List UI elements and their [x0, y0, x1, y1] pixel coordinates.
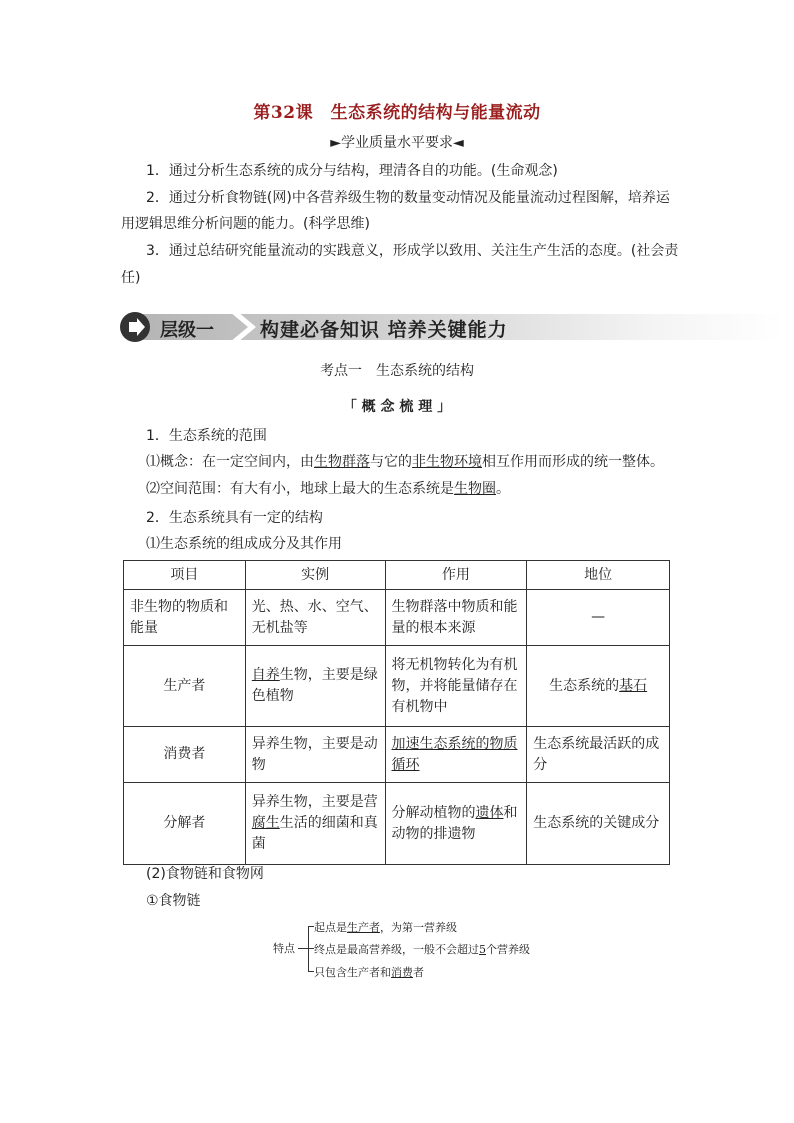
concept-text-a: ⑴概念：在一定空间内，由 [146, 454, 314, 470]
term-cornerstone: 基石 [619, 677, 648, 694]
feature-1-c: ，为第一营养级 [380, 921, 457, 934]
term-saprophytic: 腐生 [251, 815, 280, 831]
food-chain-label: 特点 [273, 942, 295, 955]
concept-line [146, 451, 664, 473]
concept-term-environment: 非生物环境 [412, 454, 482, 470]
item-2: 2．生态系统具有一定的结构 [146, 510, 323, 526]
table-row [124, 646, 670, 727]
term-consumer: 消费 [391, 966, 413, 979]
cell-status: — [527, 590, 670, 646]
objective-2-cont: 用逻辑思维分析问题的能力。(科学思维) [121, 216, 370, 232]
term-cycle: 加速生态系统的物质循环 [391, 735, 518, 773]
objective-2: 2．通过分析食物链(网)中各营养级生物的数量变动情况及能量流动过程图解，培养运 [146, 190, 670, 206]
cell-status-a: 生态系统的 [549, 677, 620, 694]
concept-text-c: 与它的 [370, 454, 412, 470]
feature-3-c: 者 [413, 966, 424, 979]
food-chain-feature-3 [314, 964, 424, 980]
table-header-row [124, 561, 670, 590]
header-example: 实例 [245, 561, 385, 590]
cell-role: 生物群落中物质和能量的根本来源 [385, 590, 527, 646]
concept-term-community: 生物群落 [314, 454, 370, 470]
sub-1: ⑴生态系统的组成成分及其作用 [146, 536, 342, 552]
cell-role: 将无机物转化为有机物，并将能量储存在有机物中 [385, 646, 527, 727]
banner-text: 构建必备知识 培养关键能力 [260, 319, 508, 341]
objective-3-cont: 任) [121, 270, 141, 286]
requirement-heading: ►学业质量水平要求◄ [330, 135, 464, 151]
cell-example-rest: 生物，主要是绿色植物 [251, 667, 378, 704]
sub-3: ①食物链 [146, 893, 201, 909]
concept-text-e: 相互作用而形成的统一整体。 [482, 454, 664, 470]
header-role: 作用 [385, 561, 527, 590]
term-remains: 遗体 [475, 804, 504, 821]
cell-example: 异养生物，主要是动物 [245, 727, 385, 783]
header-status: 地位 [527, 561, 670, 590]
bracket-vertical [308, 926, 309, 972]
feature-3-a: 只包含生产者和 [314, 966, 391, 979]
table-row [124, 590, 670, 646]
range-term-biosphere: 生物圈 [454, 481, 496, 497]
cell-status [527, 646, 670, 727]
banner-level: 层级一 [160, 320, 214, 341]
cell-item: 生产者 [124, 646, 246, 727]
feature-1-a: 起点是 [314, 921, 347, 934]
cell-role-a: 分解动植物的 [391, 804, 476, 821]
lesson-title: 第32课 生态系统的结构与能量流动 [253, 103, 541, 123]
range-text-a: ⑵空间范围：有大有小，地球上最大的生态系统是 [146, 481, 454, 497]
term-producer: 生产者 [347, 921, 380, 934]
section-banner [120, 312, 784, 342]
cell-example-b: 生活的细菌和真菌 [251, 815, 378, 852]
objective-3: 3．通过总结研究能量流动的实践意义，形成学以致用、关注生产生活的态度。(社会责 [146, 243, 679, 259]
cell-role-b: 和动物的排遗物 [391, 804, 518, 842]
food-chain-feature-1 [314, 919, 457, 935]
header-item: 项目 [124, 561, 246, 590]
cell-example-a: 异养生物，主要是营 [251, 794, 378, 810]
table-row [124, 783, 670, 865]
cell-role [385, 727, 527, 783]
cell-item: 消费者 [124, 727, 246, 783]
concept-heading: 「 概 念 梳 理 」 [342, 399, 452, 415]
bracket-stem [298, 948, 308, 949]
cell-role [385, 783, 527, 865]
components-table [123, 560, 670, 865]
cell-item: 非生物的物质和能量 [124, 590, 246, 646]
cell-status: 生态系统最活跃的成分 [527, 727, 670, 783]
cell-example [245, 783, 385, 865]
sub-2: (2)食物链和食物网 [146, 866, 264, 882]
cell-example: 光、热、水、空气、无机盐等 [245, 590, 385, 646]
cell-status: 生态系统的关键成分 [527, 783, 670, 865]
cell-example [245, 646, 385, 727]
range-line [146, 478, 510, 500]
arrow-right-icon [120, 312, 150, 342]
term-autotroph: 自养 [251, 667, 280, 683]
objective-1: 1．通过分析生态系统的成分与结构，理清各自的功能。(生命观念) [146, 163, 558, 179]
feature-2-a: 终点是最高营养级，一般不会超过 [314, 943, 479, 956]
feature-2-c: 个营养级 [486, 943, 530, 956]
item-1: 1．生态系统的范围 [146, 428, 267, 444]
food-chain-feature-2 [314, 941, 530, 957]
range-text-c: 。 [496, 481, 510, 497]
term-five: 5 [479, 943, 486, 956]
section-title: 考点一 生态系统的结构 [320, 363, 474, 379]
table-row [124, 727, 670, 783]
cell-item: 分解者 [124, 783, 246, 865]
